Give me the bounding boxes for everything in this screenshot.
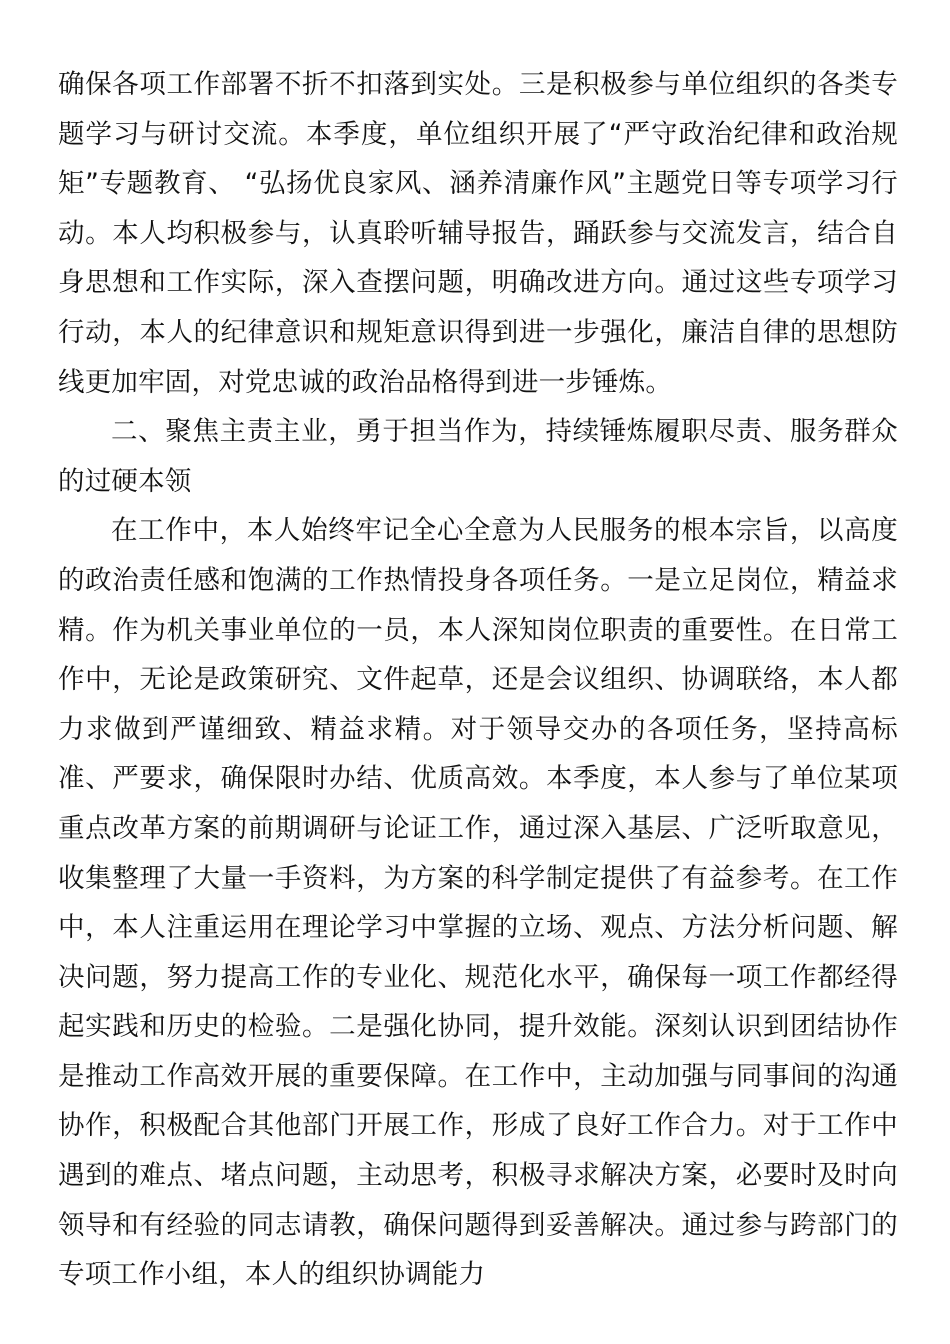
section-heading-two: 二、聚焦主责主业，勇于担当作为，持续锤炼履职尽责、服务群众的过硬本领 xyxy=(58,416,898,497)
paragraph-continued-study: 确保各项工作部署不折不扣落到实处。三是积极参与单位组织的各类专题学习与研讨交流。本季度，单位组织开展了“严守政治纪律和政治规矩”专题教育、 “弘扬优良家风、涵养清廉作风”主题党日等专项学习行动。本人均积极参与，认真聆听辅导报告，踊跃参与交流发言，结合自身思想和工作实际，深入查摆问题，明确改进方向。通过这些专项学习行动，本人的纪律意识和规矩意识得到进一步强化，廉洁自律的思想防线更加牢固，对党忠诚的政治品格得到进一步锤炼。 xyxy=(58,69,898,398)
paragraph-work-duties: 在工作中，本人始终牢记全心全意为人民服务的根本宗旨，以高度的政治责任感和饱满的工作热情投身各项任务。一是立足岗位，精益求精。作为机关事业单位的一员，本人深知岗位职责的重要性。在日常工作中，无论是政策研究、文件起草，还是会议组织、协调联络，本人都力求做到严谨细致、精益求精。对于领导交办的各项任务，坚持高标准、严要求，确保限时办结、优质高效。本季度，本人参与了单位某项重点改革方案的前期调研与论证工作，通过深入基层、广泛听取意见，收集整理了大量一手资料，为方案的科学制定提供了有益参考。在工作中，本人注重运用在理论学习中掌握的立场、观点、方法分析问题、解决问题，努力提高工作的专业化、规范化水平，确保每一项工作都经得起实践和历史的检验。二是强化协同，提升效能。深刻认识到团结协作是推动工作高效开展的重要保障。在工作中，主动加强与同事间的沟通协作，积极配合其他部门开展工作，形成了良好工作合力。对于工作中遇到的难点、堵点问题，主动思考，积极寻求解决方案，必要时及时向领导和有经验的同志请教，确保问题得到妥善解决。通过参与跨部门的专项工作小组，本人的组织协调能力 xyxy=(58,515,898,1291)
document-body xyxy=(58,60,898,1300)
